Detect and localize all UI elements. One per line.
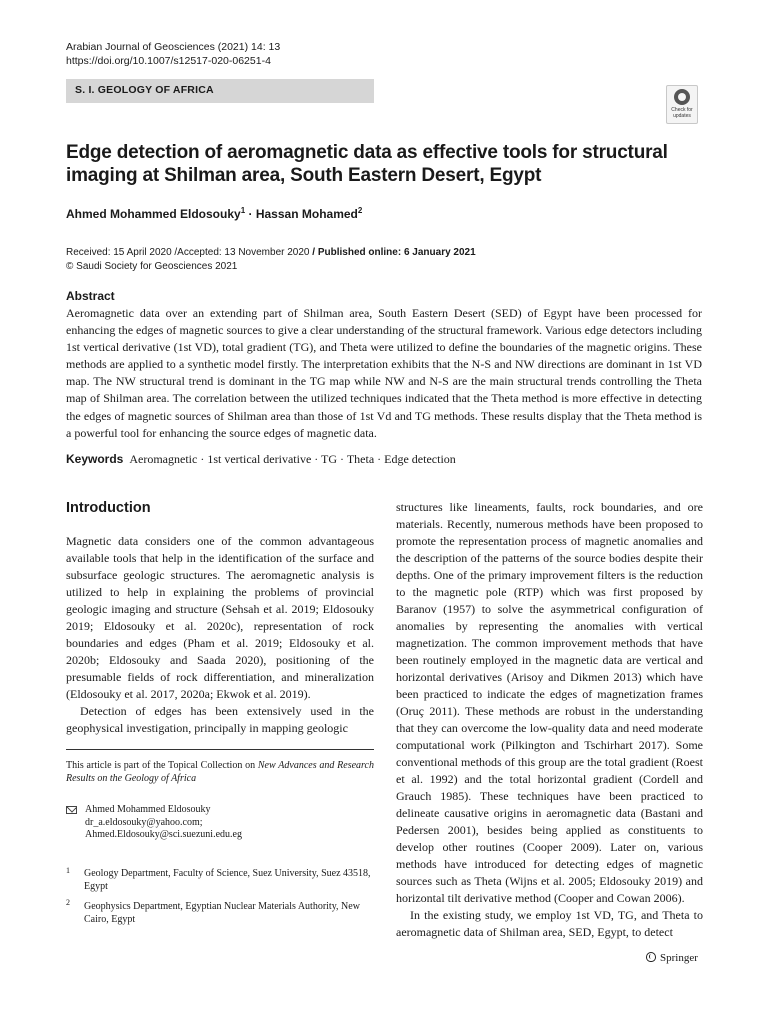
author-list xyxy=(66,206,362,221)
affiliation-2: Geophysics Department, Egyptian Nuclear Materials Authority, New Cairo, Egypt xyxy=(84,901,360,925)
intro-paragraph-2: Detection of edges has been extensively used in the geophysical investigation, principally in mapping geologic xyxy=(66,704,374,735)
keywords-label: Keywords xyxy=(66,452,124,466)
section-label: S. I. GEOLOGY OF AFRICA xyxy=(75,84,214,96)
topical-collection-name[interactable]: New Advances and Research Results on the Geology of Africa xyxy=(66,760,374,784)
keywords-list: Aeromagnetic · 1st vertical derivative · TG · Theta · Edge detection xyxy=(129,452,456,466)
abstract-heading: Abstract xyxy=(66,289,115,303)
author-separator: · xyxy=(248,207,253,221)
intro-paragraph-4: In the existing study, we employ 1st VD, TG, and Theta to aeromagnetic data of Shilman area, SED, Egypt, to detect xyxy=(396,908,703,939)
contact-email-1[interactable]: dr_a.eldosouky@yahoo.com; xyxy=(85,816,203,828)
publisher-name: Springer xyxy=(660,952,698,964)
corresponding-author xyxy=(85,804,375,842)
check-for-updates-icon xyxy=(674,89,690,105)
topical-collection-note xyxy=(66,759,374,785)
springer-horse-icon xyxy=(646,952,656,962)
topical-prefix: This article is part of the Topical Collection on xyxy=(66,760,258,771)
envelope-icon xyxy=(66,806,77,814)
right-column xyxy=(396,499,703,941)
check-for-updates-label: Check for updates xyxy=(671,107,693,119)
abstract-text: Aeromagnetic data over an extending part of Shilman area, South Eastern Desert (SED) of Egypt have been processed for enhancing the edges of magnetic sources to give a clear understanding of the structural framework. Various edge detectors including 1st vertical derivative (1st VD), total gradient (TG), and Theta were utilized to define the boundaries of the magnetic origins. These methods are applied to a synthetic model firstly. The interpretation exhibits that the N-S and NW directions are dominant in 1st VD map. The NW structural trend is dominant in the TG map while NW and N-S are the main structural trends controlling the Theta map of Shilman area. The correlation between the utilized techniques indicated that the Theta method is more effective in detecting the edges of magnetic sources of Shilman area than those of 1st Vd and TG methods. These results display that the Theta method is a powerful tool for enhancing the source edges of magnetic data. xyxy=(66,306,702,440)
intro-paragraph-1: Magnetic data considers one of the common advantageous available tools that help in the identification of the surface and subsurface geologic structures. The aeromagnetic analysis is utilized to help in explaining the problems of provincial geologic imaging and structure (Sehsah et al. 2019; Eldosouky 2019; Eldosouky et al. 2020c), representation of rock boundaries and edges (Pham et al. 2019; Eldosouky et al. 2020b; Eldosouky and Saada 2020), positioning of the presumable fields of rock differentiation, and mineralization (Eldosouky et al. 2017, 2020a; Ekwok et al. 2019). xyxy=(66,534,374,701)
keywords xyxy=(66,451,706,467)
left-column xyxy=(66,533,374,737)
received-accepted-dates: Received: 15 April 2020 /Accepted: 13 November 2020 xyxy=(66,247,310,258)
doi-link[interactable]: https://doi.org/10.1007/s12517-020-06251-4 xyxy=(66,55,271,67)
published-online-date: / Published online: 6 January 2021 xyxy=(309,247,476,258)
affiliation-2-number: 2 xyxy=(66,898,70,907)
journal-citation: Arabian Journal of Geosciences (2021) 14: 13 xyxy=(66,41,281,53)
author-1[interactable]: Ahmed Mohammed Eldosouky xyxy=(66,207,241,221)
springer-logo xyxy=(646,952,698,964)
copyright-line: © Saudi Society for Geosciences 2021 xyxy=(66,261,238,272)
contact-email-2[interactable]: Ahmed.Eldosouky@sci.suezuni.edu.eg xyxy=(85,829,242,840)
publication-dates xyxy=(66,247,476,259)
section-banner xyxy=(66,79,374,103)
check-for-updates-badge[interactable] xyxy=(666,85,698,124)
introduction-heading: Introduction xyxy=(66,500,151,516)
article-title: Edge detection of aeromagnetic data as effective tools for structural imaging at Shilman area, South Eastern Desert, Egypt xyxy=(66,142,668,186)
footnote-divider xyxy=(66,749,374,750)
author-2-affiliation: 2 xyxy=(357,206,363,215)
affiliation-1: Geology Department, Faculty of Science, Suez University, Suez 43518, Egypt xyxy=(84,868,371,892)
author-1-affiliation: 1 xyxy=(240,206,246,215)
affiliation-1-number: 1 xyxy=(66,866,70,875)
author-2[interactable]: Hassan Mohamed xyxy=(255,207,358,221)
intro-paragraph-3: structures like lineaments, faults, rock boundaries, and ore materials. Recently, numerous methods have been proposed to promote the representation process of magnetic anomalies and the description of the patterns of the source bodies despite their depths. One of the primary improvement filters is the reduction to the magnetic pole (RTP) which was first proposed by Baranov (1957) to solve the asymmetrical configuration of anomalies by representing the anomalies with vertical magnetization. The common improvement methods that have been routinely employed in the magnetic data are vertical and horizontal derivatives (Arisoy and Dikmen 2013) which have been practiced to indicate the edges of magnetization frames (Oruç 2011). These methods are robust in the understanding that they can overcome the low-quality data and need moderate computational work (Pilkington and Tschirhart 2017). Some conventional methods of this group are the total gradient (Roest et al. 1992) and the total horizontal gradient (Cordell and Grauch 1985). These techniques have been practiced to delineate causative origins in aeromagnetic data (Bastani and Pedersen 2001), besides being applied as constituents to develop other routines (Cooper 2009). Later on, various methods have introduced for detecting edges of magnetic sources such as Theta (Wijns et al. 2005; Eldosouky 2019) and horizontal tilt derivative method (Cooper and Cowan 2006). xyxy=(396,500,703,905)
contact-name: Ahmed Mohammed Eldosouky xyxy=(85,804,211,815)
